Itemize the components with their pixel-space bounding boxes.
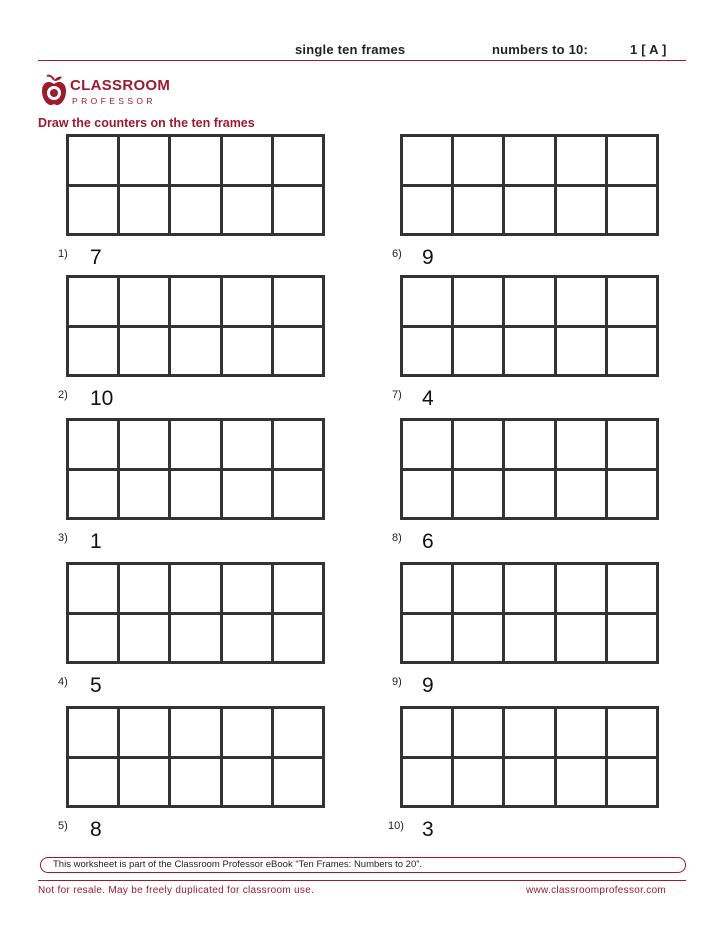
ten-frame-5[interactable] (66, 706, 325, 808)
ten-frame-3[interactable] (66, 418, 325, 520)
ten-frame-8[interactable] (400, 418, 659, 520)
question-value: 1 (90, 530, 102, 553)
question-number: 8) (392, 532, 402, 544)
question-value: 3 (422, 818, 434, 841)
ten-frame-6[interactable] (400, 134, 659, 236)
ten-frame-1[interactable] (66, 134, 325, 236)
question-number: 4) (58, 676, 68, 688)
question-number: 1) (58, 248, 68, 260)
ten-frame-4[interactable] (66, 562, 325, 664)
logo-wordmark-bottom: PROFESSOR (72, 96, 156, 106)
logo-wordmark-top: CLASSROOM (70, 77, 171, 94)
header-divider (38, 60, 686, 61)
resale-notice: Not for resale. May be freely duplicated for classroom use. (38, 885, 315, 896)
question-value: 10 (90, 387, 114, 410)
website-link[interactable]: www.classroomprofessor.com (526, 885, 667, 896)
ten-frame-2[interactable] (66, 275, 325, 377)
question-value: 5 (90, 674, 102, 697)
question-number: 9) (392, 676, 402, 688)
question-value: 8 (90, 818, 102, 841)
classroom-professor-logo (40, 72, 180, 112)
ebook-note-box (40, 857, 686, 873)
question-number: 10) (388, 820, 404, 832)
instruction-text: Draw the counters on the ten frames (38, 116, 255, 130)
ebook-note: This worksheet is part of the Classroom Professor eBook “Ten Frames: Numbers to 20”. (53, 859, 423, 870)
question-value: 9 (422, 674, 434, 697)
question-number: 7) (392, 389, 402, 401)
worksheet-subtitle: numbers to 10: (492, 42, 588, 57)
question-number: 3) (58, 532, 68, 544)
ten-frame-7[interactable] (400, 275, 659, 377)
question-value: 4 (422, 387, 434, 410)
question-value: 9 (422, 246, 434, 269)
sheet-id: 1 [ A ] (630, 42, 667, 57)
footer-divider (38, 880, 686, 881)
question-number: 6) (392, 248, 402, 260)
question-value: 7 (90, 246, 102, 269)
question-number: 2) (58, 389, 68, 401)
worksheet-title: single ten frames (295, 42, 406, 57)
apple-logo-icon (40, 74, 68, 108)
ten-frame-9[interactable] (400, 562, 659, 664)
ten-frame-10[interactable] (400, 706, 659, 808)
question-number: 5) (58, 820, 68, 832)
question-value: 6 (422, 530, 434, 553)
